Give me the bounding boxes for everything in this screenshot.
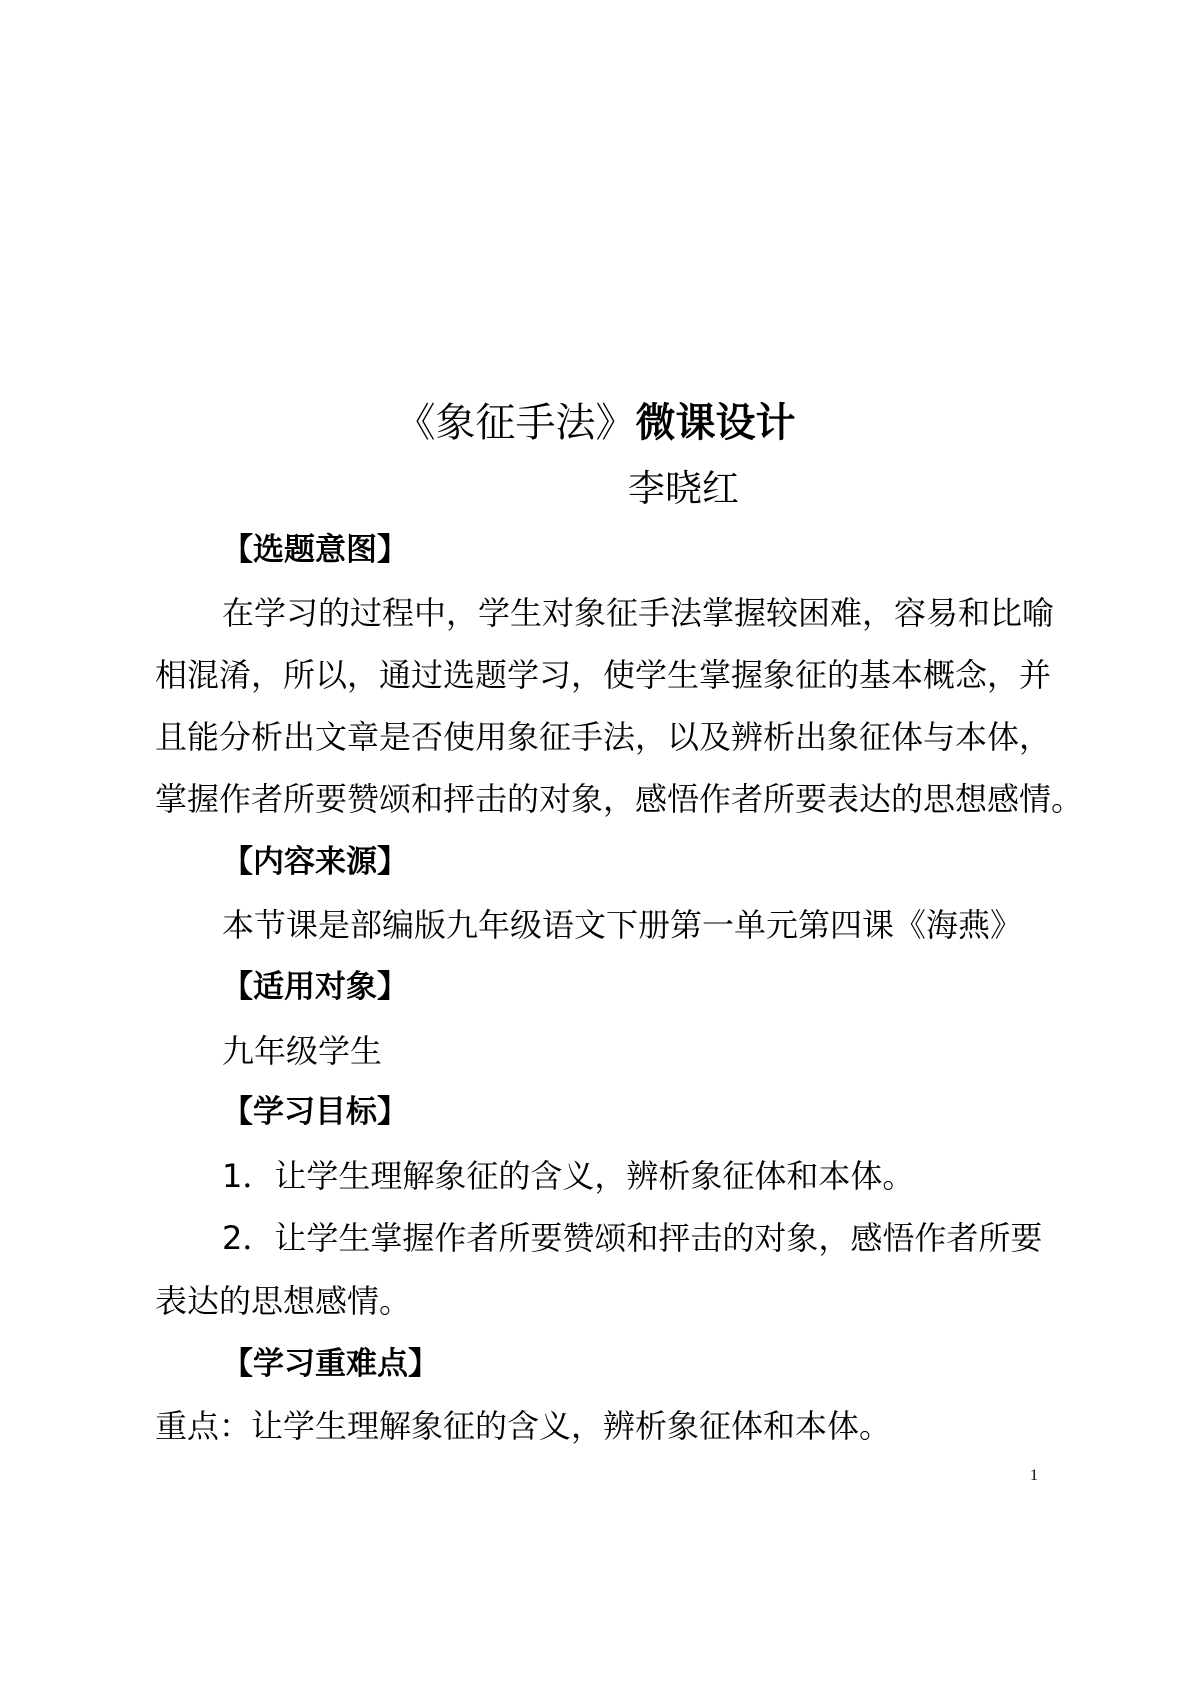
intent-line-4: 掌握作者所要赞颂和抨击的对象，感悟作者所要表达的思想感情。 [155,780,1084,818]
document-title [0,398,1191,448]
heading-intent: 【选题意图】 [222,532,408,568]
heading-keypoints: 【学习重难点】 [222,1346,439,1382]
goal-item-2-line-2: 表达的思想感情。 [155,1282,412,1320]
title-book-name: 《象征手法》 [395,400,636,446]
intent-line-2: 相混淆，所以，通过选题学习，使学生掌握象征的基本概念，并 [155,656,1052,694]
intent-line-3: 且能分析出文章是否使用象征手法，以及辨析出象征体与本体， [155,718,1052,756]
heading-source: 【内容来源】 [222,844,408,880]
source-text: 本节课是部编版九年级语文下册第一单元第四课《海燕》 [222,906,1023,944]
author-name: 李晓红 [628,467,739,510]
goal-item-2-line-1: 2．让学生掌握作者所要赞颂和抨击的对象，感悟作者所要 [222,1219,1043,1257]
heading-audience: 【适用对象】 [222,969,408,1005]
goal-item-1: 1．让学生理解象征的含义，辨析象征体和本体。 [222,1157,915,1195]
title-suffix: 微课设计 [635,400,796,446]
audience-text: 九年级学生 [222,1032,383,1070]
keypoints-text: 重点：让学生理解象征的含义，辨析象征体和本体。 [155,1407,892,1445]
heading-goals: 【学习目标】 [222,1094,408,1130]
intent-line-1: 在学习的过程中，学生对象征手法掌握较困难，容易和比喻 [222,594,1055,632]
page-number: 1 [1030,1467,1038,1484]
